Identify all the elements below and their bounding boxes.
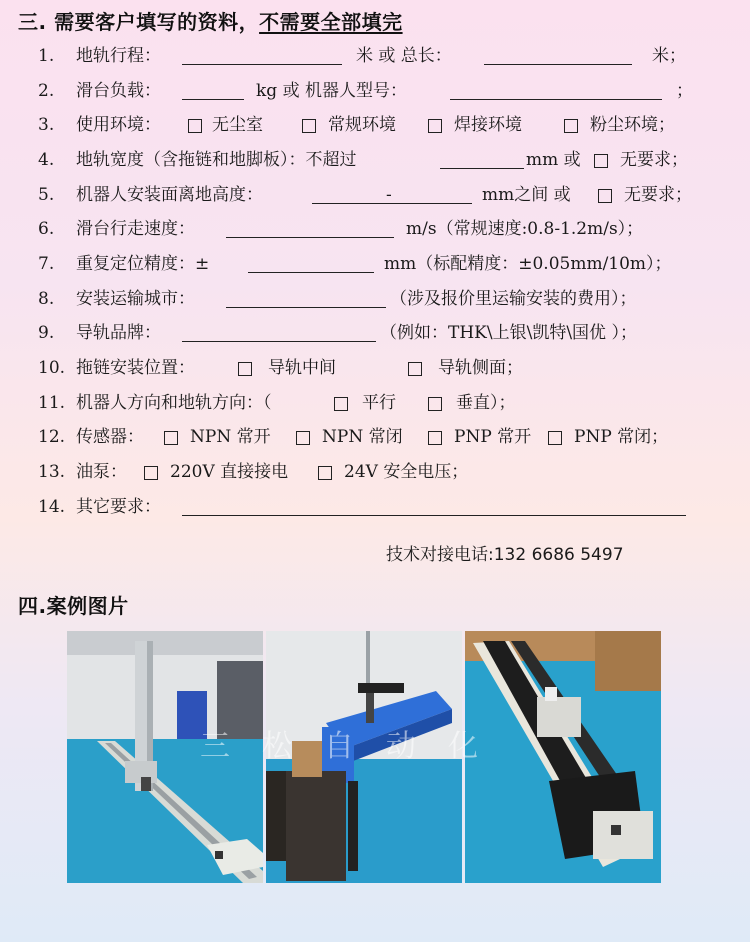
item-number: 9.: [38, 323, 55, 343]
item-label: 拖链安装位置：: [76, 358, 195, 378]
load-field[interactable]: [182, 99, 244, 100]
other-requirements-field[interactable]: [182, 515, 686, 516]
item-label: 机器人方向和地轨方向：（: [76, 393, 272, 413]
item-label: 导轨品牌：: [76, 323, 161, 343]
item-end-text: m/s（常规速度:0.8-1.2m/s）；: [406, 219, 644, 239]
item-number: 7.: [38, 254, 55, 274]
section-3-note: 不需要全部填完: [259, 10, 403, 34]
item-end-text: mm（标配精度：±0.05mm/10m）；: [384, 254, 672, 274]
item-end-text: （例如：THK\上银\凯特\国优 ）；: [380, 323, 637, 343]
total-length-field[interactable]: [484, 64, 632, 65]
checkbox-npn-nc[interactable]: [296, 431, 310, 445]
checkbox-24v[interactable]: [318, 466, 332, 480]
item-label: 重复定位精度：±: [76, 254, 210, 274]
option-label: 常规环境: [328, 115, 396, 135]
section-4-title: 案例图片: [46, 594, 129, 618]
item-number: 5.: [38, 185, 55, 205]
accuracy-field[interactable]: [248, 272, 374, 273]
option-label: PNP 常闭；: [574, 427, 669, 447]
section-3-prefix: 三.: [18, 10, 47, 34]
robot-model-field[interactable]: [450, 99, 662, 100]
checkbox-parallel[interactable]: [334, 397, 348, 411]
option-label: NPN 常开: [190, 427, 271, 447]
item-number: 3.: [38, 115, 55, 135]
option-label: 220V 直接接电: [170, 462, 289, 482]
item-label: 地轨行程：: [76, 46, 161, 66]
option-label: 无尘室: [212, 115, 263, 135]
rail-stroke-field[interactable]: [182, 64, 342, 65]
option-label: 粉尘环境；: [590, 115, 675, 135]
item-label: 机器人安装面离地高度：: [76, 185, 263, 205]
option-label: 导轨侧面；: [438, 358, 523, 378]
item-number: 12.: [38, 427, 66, 447]
checkbox-pnp-no[interactable]: [428, 431, 442, 445]
item-mid-text: kg 或 机器人型号：: [256, 81, 407, 101]
section-3-heading: [18, 6, 403, 35]
item-number: 14.: [38, 497, 66, 517]
item-number: 8.: [38, 289, 55, 309]
width-field[interactable]: [440, 168, 524, 169]
section-4-prefix: 四.: [18, 594, 47, 618]
item-end-text: （涉及报价里运输安装的费用）；: [390, 289, 637, 309]
checkbox-chain-middle[interactable]: [238, 362, 252, 376]
watermark: 三松自动化: [200, 729, 510, 764]
form-row-3: [38, 110, 730, 140]
brand-field[interactable]: [182, 341, 376, 342]
item-mid-text: mm之间 或: [482, 185, 571, 205]
checkbox-npn-no[interactable]: [164, 431, 178, 445]
item-end-text: 米；: [652, 46, 686, 66]
speed-field[interactable]: [226, 237, 394, 238]
item-end-text: 无要求；: [624, 185, 692, 205]
form-row-1: [38, 41, 730, 71]
item-number: 13.: [38, 462, 66, 482]
checkbox-no-requirement[interactable]: [598, 189, 612, 203]
item-mid-text: mm 或: [526, 150, 581, 170]
checkbox-welding-env[interactable]: [428, 119, 442, 133]
form-row-7: [38, 249, 730, 279]
range-dash: -: [386, 185, 392, 205]
section-4-heading: [18, 590, 129, 619]
option-label: 焊接环境: [454, 115, 522, 135]
height-range-field[interactable]: [312, 203, 472, 204]
item-label: 地轨宽度（含拖链和地脚板）：不超过: [76, 150, 357, 170]
form-row-11: [38, 388, 730, 418]
checkbox-220v[interactable]: [144, 466, 158, 480]
option-label: NPN 常闭: [322, 427, 403, 447]
item-mid-text: 米 或 总长：: [356, 46, 452, 66]
form-row-12: [38, 422, 730, 452]
option-label: 24V 安全电压；: [344, 462, 469, 482]
checkbox-no-requirement[interactable]: [594, 154, 608, 168]
item-label: 传感器：: [76, 427, 144, 447]
item-number: 2.: [38, 81, 55, 101]
option-label: 垂直）；: [456, 393, 516, 413]
option-label: PNP 常开: [454, 427, 532, 447]
item-end-text: ；: [676, 81, 693, 101]
item-label: 使用环境：: [76, 115, 161, 135]
form-row-13: [38, 457, 730, 487]
item-number: 6.: [38, 219, 55, 239]
item-label: 滑台行走速度：: [76, 219, 195, 239]
option-label: 导轨中间: [268, 358, 336, 378]
item-number: 1.: [38, 46, 55, 66]
form-row-4: [38, 145, 730, 175]
form-row-6: [38, 214, 730, 244]
city-field[interactable]: [226, 307, 386, 308]
item-label: 滑台负载：: [76, 81, 161, 101]
form-row-5: [38, 180, 730, 210]
checkbox-chain-side[interactable]: [408, 362, 422, 376]
checkbox-dust-env[interactable]: [564, 119, 578, 133]
item-label: 安装运输城市：: [76, 289, 195, 309]
form-row-10: [38, 353, 730, 383]
item-label: 油泵：: [76, 462, 127, 482]
option-label: 平行: [362, 393, 396, 413]
checkbox-pnp-nc[interactable]: [548, 431, 562, 445]
form-row-8: [38, 284, 730, 314]
item-label: 其它要求：: [76, 497, 161, 517]
section-3-title: 需要客户填写的资料，: [54, 10, 260, 34]
item-number: 11.: [38, 393, 66, 413]
item-number: 4.: [38, 150, 55, 170]
form-row-2: [38, 76, 730, 106]
checkbox-vertical[interactable]: [428, 397, 442, 411]
contact-phone: 技术对接电话:132 6686 5497: [386, 545, 624, 565]
checkbox-normal-env[interactable]: [302, 119, 316, 133]
form-row-14: [38, 492, 730, 522]
checkbox-cleanroom[interactable]: [188, 119, 202, 133]
item-number: 10.: [38, 358, 66, 378]
form-row-9: [38, 318, 730, 348]
item-end-text: 无要求；: [620, 150, 688, 170]
